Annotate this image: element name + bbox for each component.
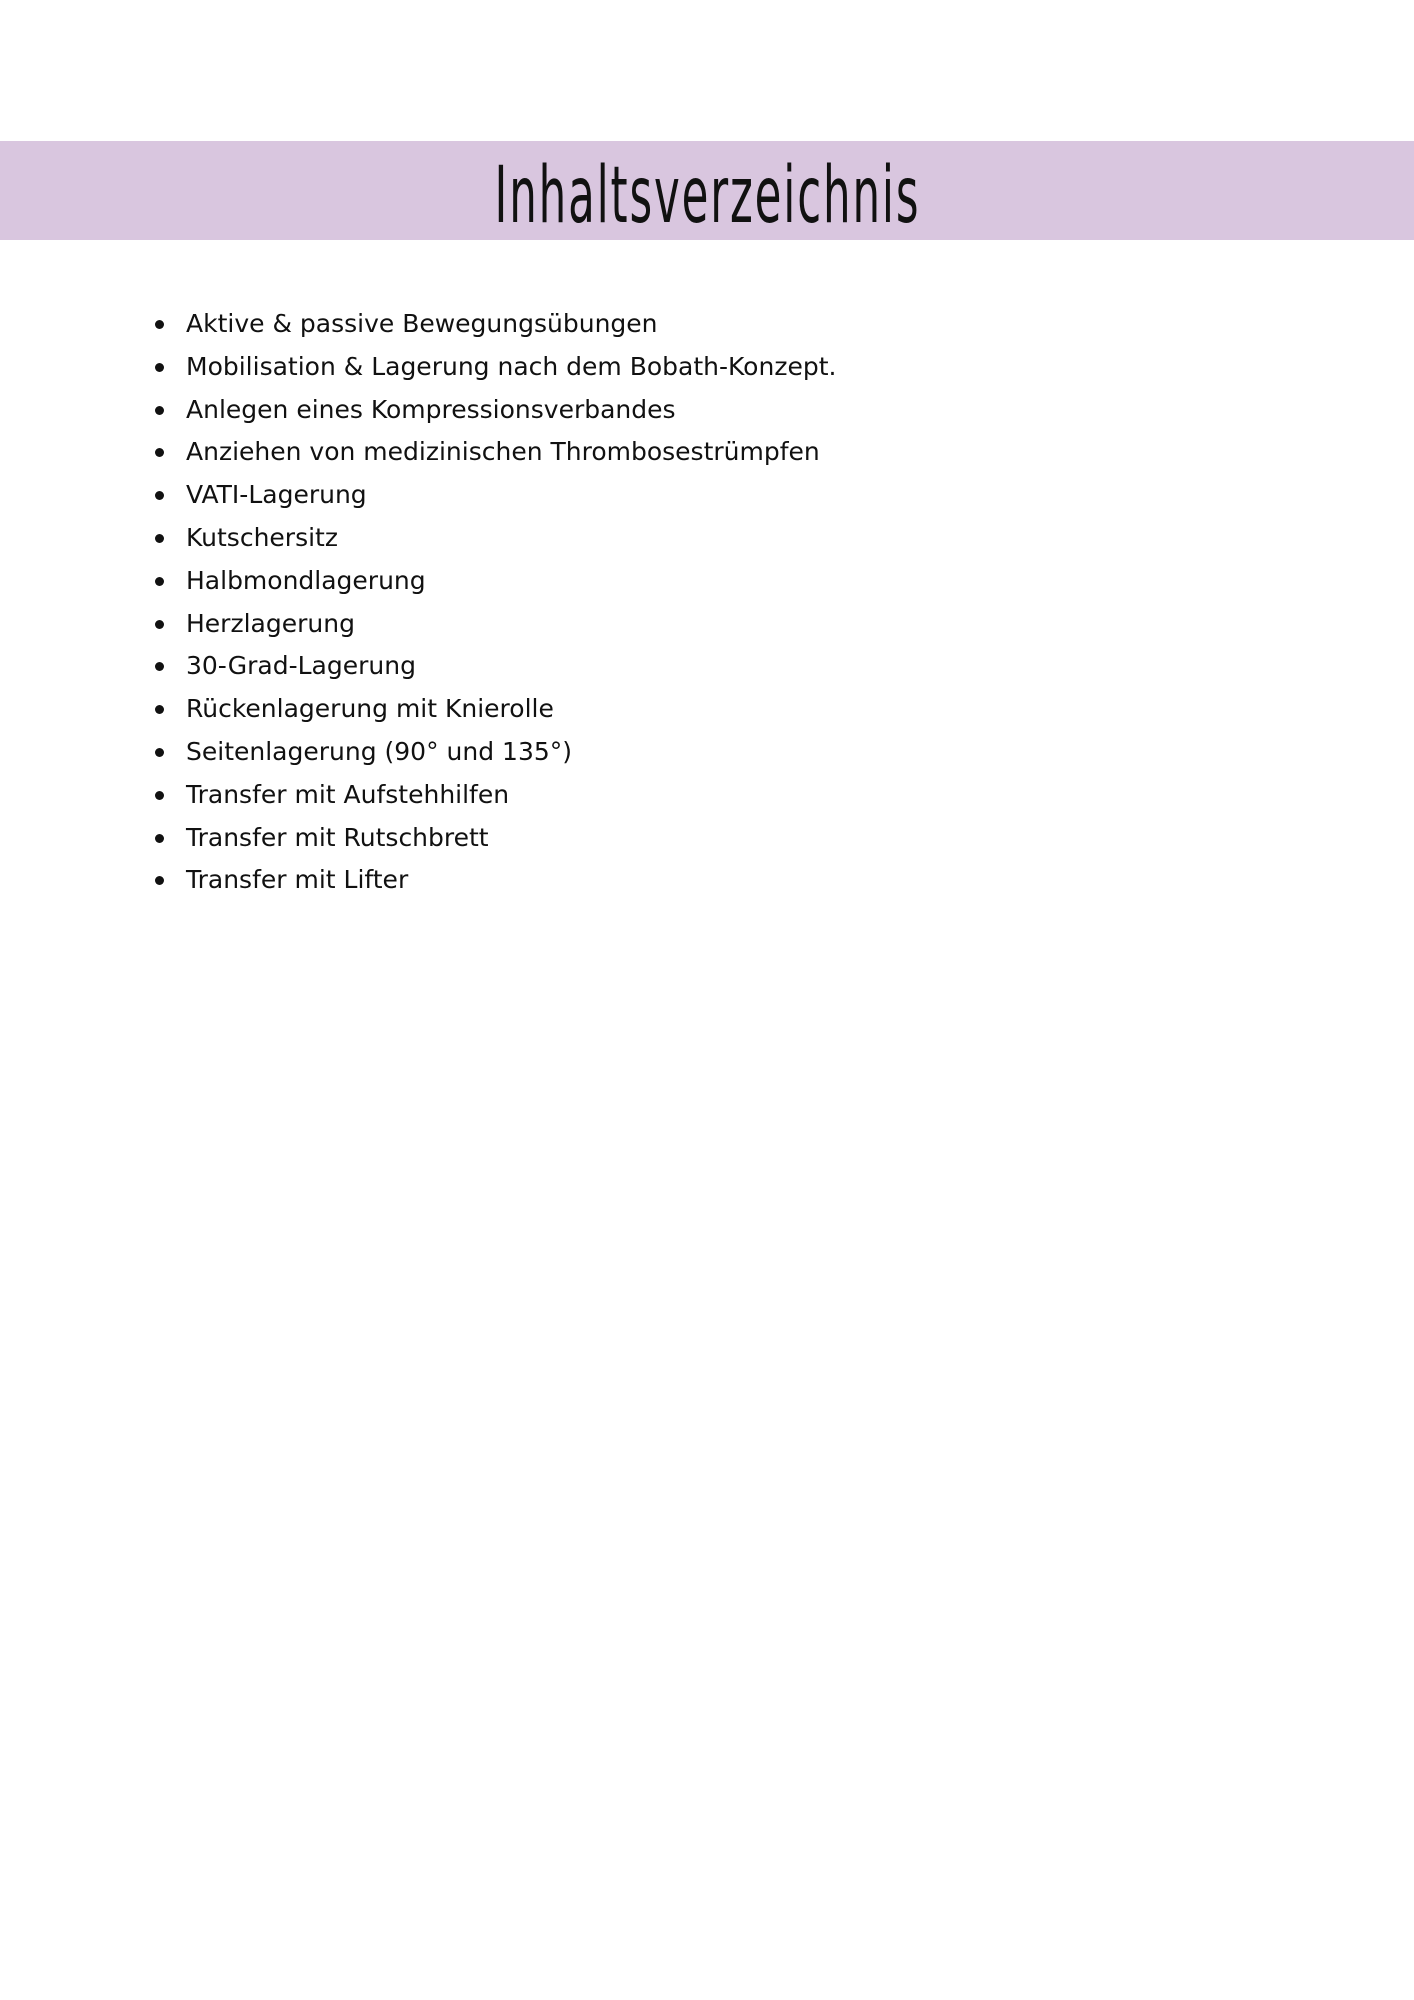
list-item: [0, 389, 836, 432]
bullet-icon: [155, 448, 164, 457]
list-item-text: Transfer mit Aufstehhilfen: [186, 779, 510, 809]
list-item: [0, 346, 836, 389]
list-item-text: VATI-Lagerung: [186, 480, 367, 510]
list-item-text: Anziehen von medizinischen Thrombosestrümpfen: [186, 437, 820, 467]
title-banner: [0, 141, 1414, 240]
list-item: [0, 774, 836, 817]
list-item: [0, 303, 836, 346]
list-item: [0, 688, 836, 731]
list-item: [0, 859, 836, 902]
list-item-text: Kutschersitz: [186, 522, 338, 552]
list-item-text: Transfer mit Lifter: [186, 865, 409, 895]
bullet-icon: [155, 834, 164, 843]
bullet-icon: [155, 791, 164, 800]
bullet-icon: [155, 705, 164, 714]
list-item-text: Seitenlagerung (90° und 135°): [186, 736, 573, 766]
page-title: Inhaltsverzeichnis: [494, 150, 920, 241]
bullet-icon: [155, 406, 164, 415]
list-item-text: Aktive & passive Bewegungsübungen: [186, 309, 658, 338]
list-item-text: Herzlagerung: [186, 608, 355, 638]
bullet-icon: [155, 620, 164, 629]
bullet-icon: [155, 491, 164, 500]
list-item-text: Rückenlagerung mit Knierolle: [186, 694, 554, 724]
table-of-contents: [0, 303, 836, 902]
list-item-text: 30-Grad-Lagerung: [186, 651, 416, 681]
list-item: [0, 431, 836, 474]
bullet-icon: [155, 662, 164, 671]
list-item-text: Mobilisation & Lagerung nach dem Bobath-Konzept.: [186, 351, 837, 381]
list-item: [0, 603, 836, 646]
list-item: [0, 474, 836, 517]
bullet-icon: [155, 534, 164, 543]
bullet-icon: [155, 577, 164, 586]
bullet-icon: [155, 876, 164, 885]
bullet-icon: [155, 320, 164, 329]
list-item-text: Transfer mit Rutschbrett: [186, 822, 489, 852]
list-item-text: Halbmondlagerung: [186, 565, 426, 595]
list-item-text: Anlegen eines Kompressionsverbandes: [186, 394, 676, 424]
bullet-icon: [155, 363, 164, 372]
list-item: [0, 560, 836, 603]
list-item: [0, 517, 836, 560]
list-item: [0, 645, 836, 688]
bullet-icon: [155, 748, 164, 757]
list-item: [0, 817, 836, 860]
list-item: [0, 731, 836, 774]
